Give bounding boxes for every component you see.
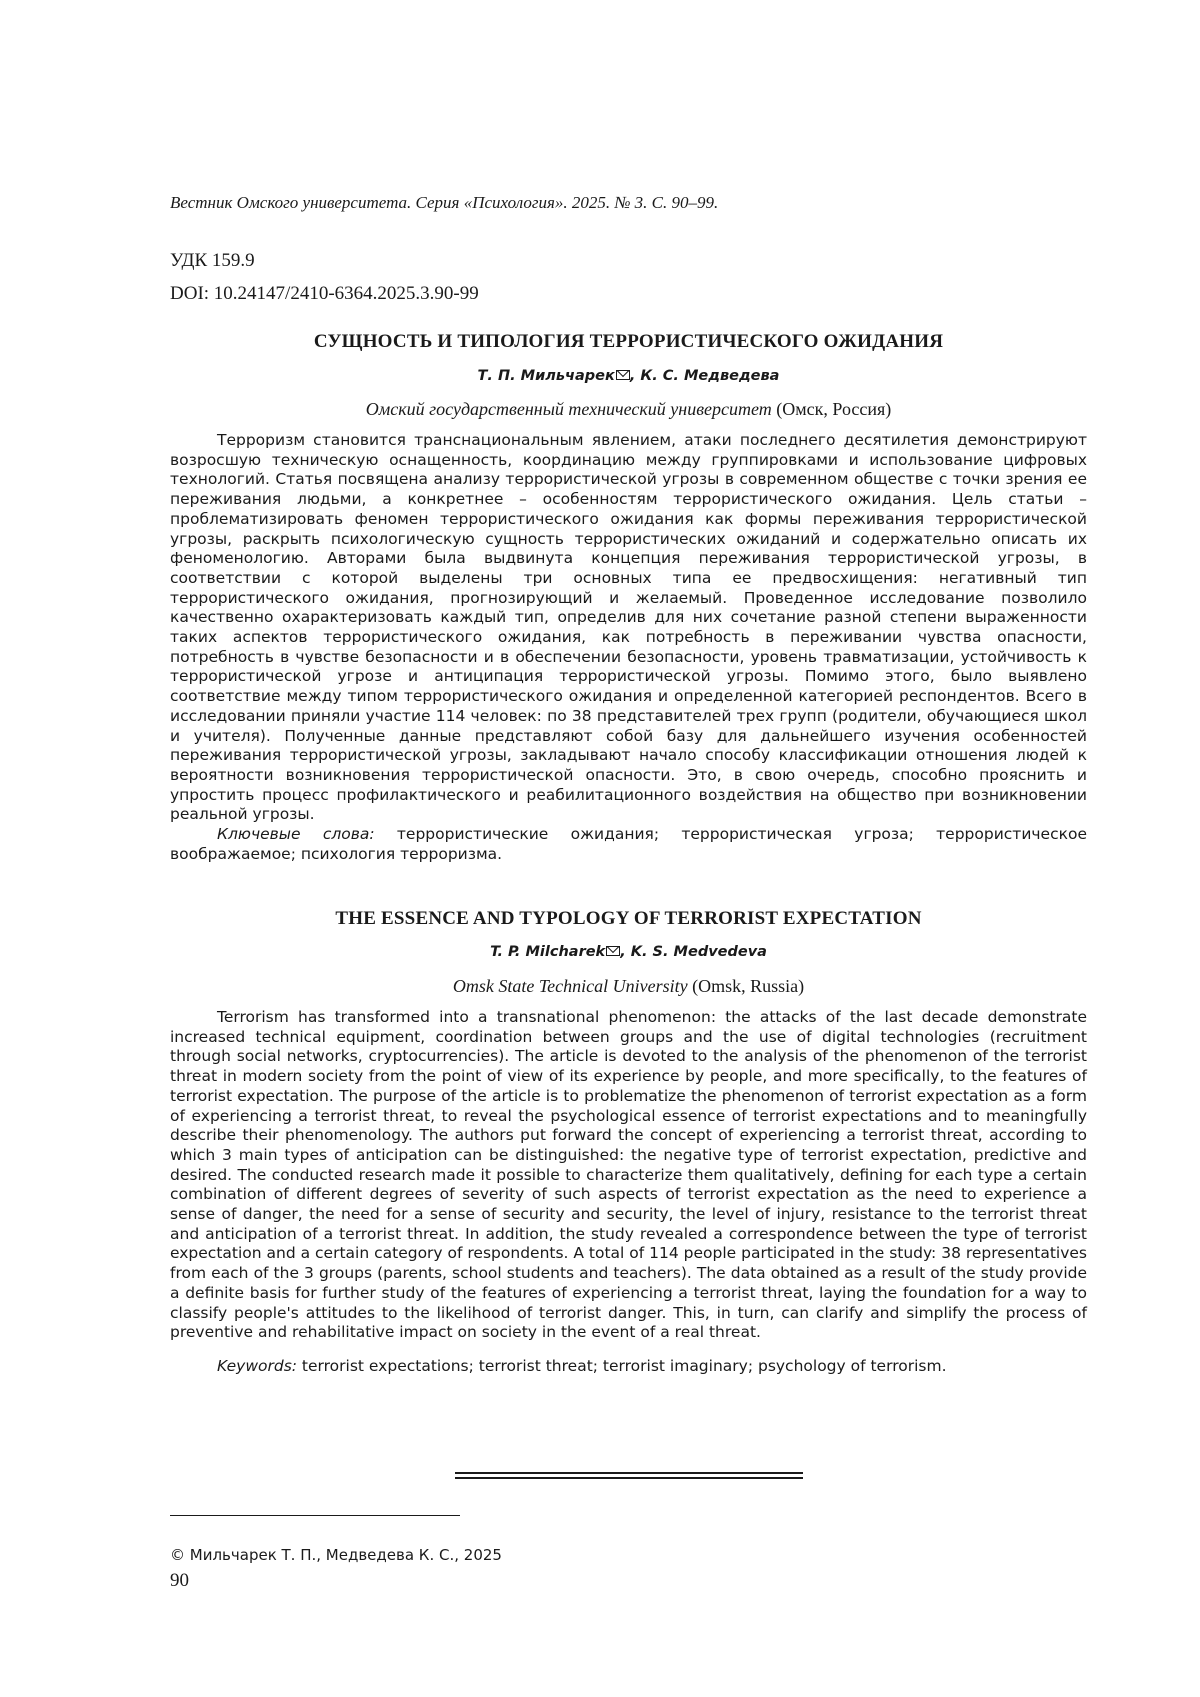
ru-keywords-text: террористические ожидания; террористическая угроза; террористическое воображаемое; психология терроризма.: [170, 825, 1088, 863]
en-title: THE ESSENCE AND TYPOLOGY OF TERRORIST EXPECTATION: [335, 908, 922, 929]
en-keywords-label: Keywords:: [217, 1356, 297, 1375]
ru-abstract-text: Терроризм становится транснациональным явлением, атаки последнего десятилетия демонстрируют возросшую техническую оснащенность, координацию между группировками и использование цифровых технологий. Статья посвящена анализу террористической угрозы в современном обществе с точки зрения ее переживания людьми, а конкретнее – особенностям террористического ожидания. Цель статьи – проблематизировать феномен террористического ожидания как формы переживания террористической угрозы, раскрыть психологическую сущность террористических ожиданий и содержательно описать их феноменологию. Авторами была выдвинута концепция переживания террористической угрозы, в соответствии с которой выделены три основных типа ее предвосхищения: негативный тип террористического ожидания, прогнозирующий и желаемый. Проведенное исследование позволило качественно охарактеризовать каждый тип, определив для них сочетание разной степени выраженности таких аспектов террористического ожидания, как потребность в переживании чувства опасности, потребность в чувстве безопасности и в обеспечении безопасности, уровень травматизации, устойчивость к террористической угрозе и антиципация террористической угрозы. Помимо этого, было выявлено соответствие между типом террористического ожидания и определенной категорией респондентов. Всего в исследовании приняли участие 114 человек: по 38 представителей трех групп (родители, обучающиеся школ и учителя). Полученные данные представляют собой базу для дальнейшего изучения особенностей переживания террористической угрозы, закладывают начало способу классификации отношения людей к вероятности возникновения террористической опасности. Это, в свою очередь, способно прояснить и упростить процесс профилактического и реабилитационного воздействия на общество при возникновении реальной угрозы.: [170, 431, 1087, 824]
en-affiliation-place: (Omsk, Russia): [687, 976, 805, 996]
ru-keywords: [170, 825, 1087, 864]
envelope-icon[interactable]: [606, 946, 620, 956]
udk-code: УДК 159.9: [170, 250, 255, 271]
footnote-rule: [170, 1515, 460, 1516]
section-end-double-rule: [455, 1472, 803, 1479]
ru-author-2: К. С. Медведева: [640, 368, 780, 384]
page-number: 90: [170, 1570, 189, 1591]
ru-author-sep: ,: [629, 368, 641, 384]
journal-citation: Вестник Омского университета. Серия «Психология». 2025. № 3. С. 90–99.: [170, 193, 719, 212]
en-author-2: K. S. Medvedeva: [630, 944, 767, 960]
ru-abstract: [170, 431, 1087, 864]
en-authors: [170, 944, 1087, 960]
ru-affiliation-place: (Омск, Россия): [771, 399, 892, 419]
en-keywords: [170, 1357, 1087, 1377]
en-affiliation: [170, 976, 1087, 997]
ru-affiliation-name: Омский государственный технический университет: [365, 399, 772, 419]
ru-title: СУЩНОСТЬ И ТИПОЛОГИЯ ТЕРРОРИСТИЧЕСКОГО ОЖИДАНИЯ: [313, 331, 944, 352]
en-affiliation-name: Omsk State Technical University: [452, 976, 688, 996]
en-abstract-text: Terrorism has transformed into a transnational phenomenon: the attacks of the last decade demonstrate increased technical equipment, coordination between groups and the use of digital technologies (recruitment through social networks, cryptocurrencies). The article is devoted to the analysis of the phenomenon of the terrorist threat in modern society from the point of view of its experience by people, and more specifically, to the features of terrorist expectation. The purpose of the article is to problematize the phenomenon of terrorist expectation as a form of experiencing a terrorist threat, to reveal the psychological essence of terrorist expectations and to meaningfully describe their phenomenology. The authors put forward the concept of experiencing a terrorist threat, according to which 3 main types of anticipation can be distinguished: the negative type of terrorist expectation, predictive and desired. The conducted research made it possible to characterize them qualitatively, defining for each type a certain combination of different degrees of severity of such aspects of terrorist expectation as the need to experience a sense of danger, the need for a sense of security and security, the level of injury, resistance to the terrorist threat and anticipation of a terrorist threat. In addition, the study revealed a correspondence between the type of terrorist expectation and a certain category of respondents. A total of 114 people participated in the study: 38 representatives from each of the 3 groups (parents, school students and teachers). The data obtained as a result of the study provide a definite basis for further study of the features of experiencing a terrorist threat, laying the foundation for a way to classify people's attitudes to the likelihood of terrorist danger. This, in turn, can clarify and simplify the process of preventive and rehabilitative impact on society in the event of a real threat.: [170, 1008, 1088, 1342]
envelope-icon[interactable]: [616, 370, 630, 380]
doi: DOI: 10.24147/2410-6364.2025.3.90-99: [170, 283, 479, 304]
en-keywords-text: terrorist expectations; terrorist threat; terrorist imaginary; psychology of terrorism.: [297, 1356, 947, 1375]
en-author-1: T. P. Milcharek: [490, 944, 606, 960]
ru-affiliation: [170, 399, 1087, 420]
ru-author-1: Т. П. Мильчарек: [477, 368, 615, 384]
copyright-notice: © Мильчарек Т. П., Медведева К. С., 2025: [170, 1546, 502, 1564]
ru-keywords-label: Ключевые слова:: [217, 825, 375, 844]
en-abstract: [170, 1008, 1087, 1377]
en-author-sep: ,: [620, 944, 631, 960]
ru-authors: [170, 368, 1087, 384]
